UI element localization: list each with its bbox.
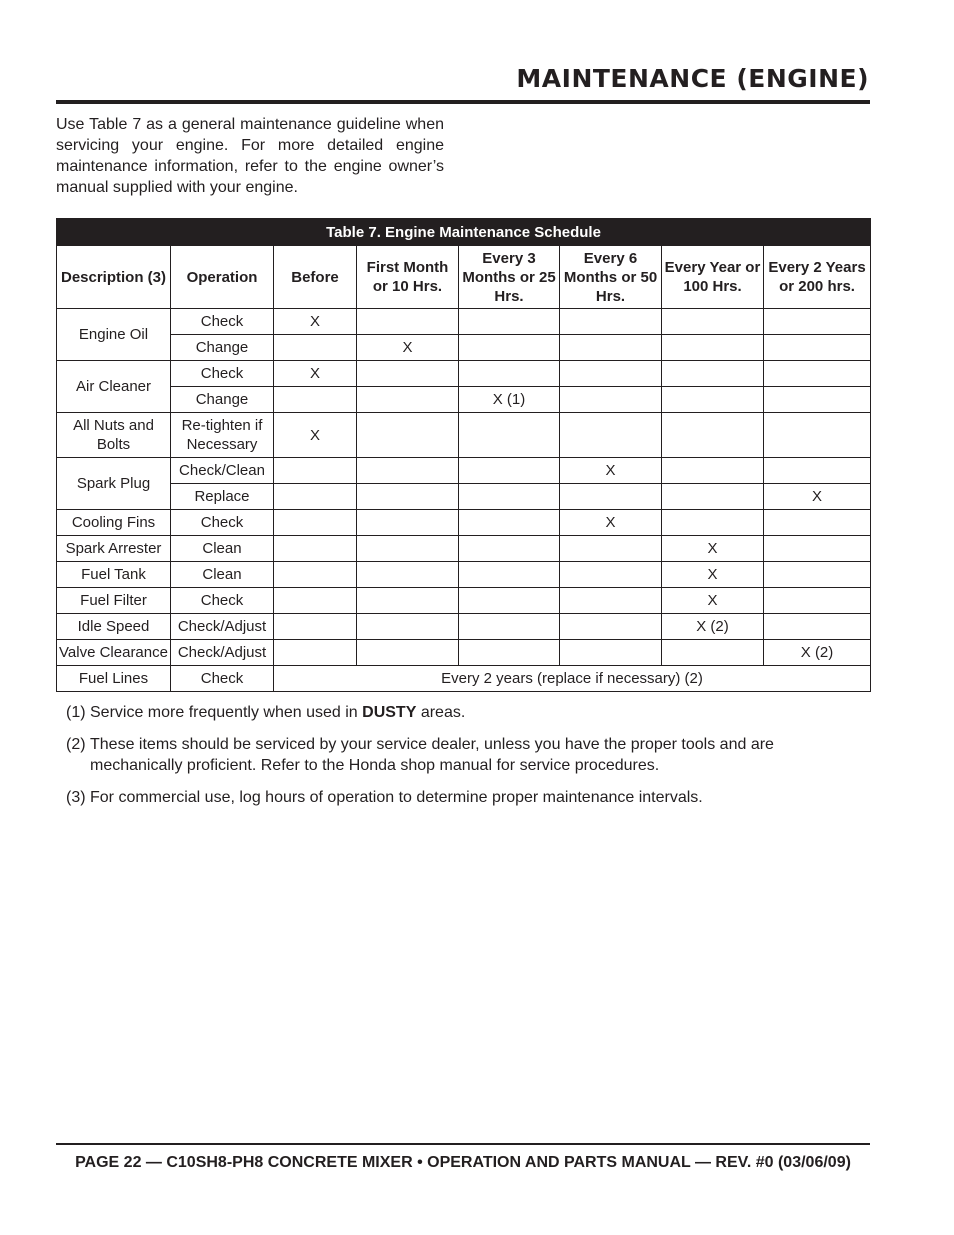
description-cell: Air Cleaner (57, 361, 171, 413)
interval-cell (357, 361, 459, 387)
operation-cell: Check (171, 361, 274, 387)
interval-cell (560, 614, 662, 640)
table-row (57, 666, 871, 692)
operation-cell: Check (171, 309, 274, 335)
table-row (57, 484, 871, 510)
interval-cell (274, 562, 357, 588)
footnote (66, 787, 856, 808)
operation-cell: Check (171, 510, 274, 536)
interval-cell: X (560, 510, 662, 536)
footer-divider (56, 1143, 870, 1145)
table-row (57, 309, 871, 335)
column-header: Before (274, 246, 357, 309)
column-header: Every 6 Months or 50 Hrs. (560, 246, 662, 309)
interval-cell (357, 510, 459, 536)
footnote-emphasis: DUSTY (362, 704, 417, 721)
interval-cell (560, 562, 662, 588)
operation-cell: Check/Adjust (171, 640, 274, 666)
interval-cell (357, 562, 459, 588)
page-title: MAINTENANCE (ENGINE) (516, 64, 869, 93)
table-row (57, 562, 871, 588)
column-header: Every Year or 100 Hrs. (662, 246, 764, 309)
footnote-number: (1) (66, 704, 86, 721)
description-cell: Fuel Tank (57, 562, 171, 588)
interval-cell (274, 458, 357, 484)
interval-cell (560, 309, 662, 335)
interval-cell (662, 335, 764, 361)
interval-cell (459, 484, 560, 510)
footnote-number: (2) (66, 736, 86, 753)
footnote-number: (3) (66, 789, 86, 806)
interval-cell (560, 640, 662, 666)
description-cell: Spark Plug (57, 458, 171, 510)
table-row (57, 536, 871, 562)
interval-cell (764, 510, 871, 536)
operation-cell: Check (171, 588, 274, 614)
footnote-text-part: areas. (416, 704, 466, 721)
interval-cell (764, 413, 871, 458)
interval-cell: X (1) (459, 387, 560, 413)
column-header: Every 2 Years or 200 hrs. (764, 246, 871, 309)
interval-cell (662, 387, 764, 413)
interval-cell (459, 536, 560, 562)
interval-cell (459, 562, 560, 588)
description-cell: All Nuts and Bolts (57, 413, 171, 458)
table-row (57, 387, 871, 413)
interval-cell (459, 361, 560, 387)
maintenance-schedule-table (56, 218, 871, 692)
description-cell: Engine Oil (57, 309, 171, 361)
operation-cell: Re-tighten if Necessary (171, 413, 274, 458)
interval-cell (357, 309, 459, 335)
interval-cell (274, 510, 357, 536)
table-row (57, 361, 871, 387)
column-header: First Month or 10 Hrs. (357, 246, 459, 309)
interval-cell (357, 387, 459, 413)
interval-cell (560, 413, 662, 458)
footnote-text: These items should be serviced by your service dealer, unless you have the proper tools and are mechanically proficient. Refer to the Honda shop manual for service procedures. (90, 736, 774, 774)
interval-cell (274, 335, 357, 361)
interval-cell (662, 413, 764, 458)
interval-cell (764, 309, 871, 335)
table-row (57, 335, 871, 361)
table-header-row (57, 246, 871, 309)
interval-cell (459, 588, 560, 614)
table-caption: Table 7. Engine Maintenance Schedule (57, 219, 871, 246)
title-divider (56, 100, 870, 104)
interval-cell (459, 614, 560, 640)
interval-cell (357, 536, 459, 562)
column-header: Description (3) (57, 246, 171, 309)
intro-paragraph: Use Table 7 as a general maintenance guideline when servicing your engine. For more detailed engine maintenance information, refer to the engine owner’s manual supplied with your engine. (56, 116, 444, 196)
interval-cell (560, 588, 662, 614)
interval-cell (357, 614, 459, 640)
interval-cell (764, 361, 871, 387)
interval-cell (764, 335, 871, 361)
interval-cell (662, 458, 764, 484)
operation-cell: Check (171, 666, 274, 692)
description-cell: Valve Clearance (57, 640, 171, 666)
column-header: Operation (171, 246, 274, 309)
table-row (57, 614, 871, 640)
table-row (57, 640, 871, 666)
interval-cell (459, 413, 560, 458)
interval-cell: X (2) (662, 614, 764, 640)
table-body (57, 309, 871, 692)
interval-span-cell: Every 2 years (replace if necessary) (2) (274, 666, 871, 692)
interval-cell (764, 536, 871, 562)
interval-cell: X (764, 484, 871, 510)
interval-cell: X (274, 413, 357, 458)
page-footer: PAGE 22 — C10SH8-PH8 CONCRETE MIXER • OPERATION AND PARTS MANUAL — REV. #0 (03/06/09) (75, 1154, 851, 1171)
operation-cell: Check/Adjust (171, 614, 274, 640)
interval-cell (560, 361, 662, 387)
interval-cell (560, 387, 662, 413)
interval-cell (357, 588, 459, 614)
interval-cell: X (274, 309, 357, 335)
interval-cell: X (274, 361, 357, 387)
column-header: Every 3 Months or 25 Hrs. (459, 246, 560, 309)
operation-cell: Clean (171, 562, 274, 588)
interval-cell (459, 510, 560, 536)
footnotes (66, 702, 856, 819)
interval-cell (274, 640, 357, 666)
footnote (66, 734, 856, 776)
interval-cell (662, 640, 764, 666)
interval-cell (560, 536, 662, 562)
interval-cell (274, 614, 357, 640)
description-cell: Spark Arrester (57, 536, 171, 562)
table-row (57, 413, 871, 458)
interval-cell (764, 458, 871, 484)
table-row (57, 458, 871, 484)
interval-cell (274, 387, 357, 413)
interval-cell (764, 562, 871, 588)
description-cell: Fuel Lines (57, 666, 171, 692)
interval-cell (357, 413, 459, 458)
interval-cell: X (560, 458, 662, 484)
interval-cell (662, 510, 764, 536)
interval-cell (662, 361, 764, 387)
interval-cell (357, 484, 459, 510)
interval-cell: X (662, 536, 764, 562)
operation-cell: Replace (171, 484, 274, 510)
interval-cell: X (662, 588, 764, 614)
interval-cell (459, 640, 560, 666)
table-row (57, 510, 871, 536)
interval-cell (459, 458, 560, 484)
interval-cell (459, 335, 560, 361)
interval-cell: X (2) (764, 640, 871, 666)
interval-cell (560, 335, 662, 361)
interval-cell (764, 588, 871, 614)
footnote-text: For commercial use, log hours of operation to determine proper maintenance intervals. (90, 789, 703, 806)
description-cell: Idle Speed (57, 614, 171, 640)
operation-cell: Check/Clean (171, 458, 274, 484)
footnote-text-part: Service more frequently when used in (90, 704, 363, 721)
interval-cell (357, 458, 459, 484)
interval-cell (274, 484, 357, 510)
interval-cell (274, 536, 357, 562)
interval-cell (459, 309, 560, 335)
interval-cell (764, 614, 871, 640)
interval-cell (662, 484, 764, 510)
interval-cell (764, 387, 871, 413)
footnote (66, 702, 856, 723)
interval-cell: X (662, 562, 764, 588)
footnote-text (90, 702, 856, 723)
interval-cell (357, 640, 459, 666)
operation-cell: Change (171, 335, 274, 361)
table-row (57, 588, 871, 614)
interval-cell: X (357, 335, 459, 361)
operation-cell: Clean (171, 536, 274, 562)
operation-cell: Change (171, 387, 274, 413)
interval-cell (274, 588, 357, 614)
description-cell: Cooling Fins (57, 510, 171, 536)
description-cell: Fuel Filter (57, 588, 171, 614)
interval-cell (560, 484, 662, 510)
interval-cell (662, 309, 764, 335)
